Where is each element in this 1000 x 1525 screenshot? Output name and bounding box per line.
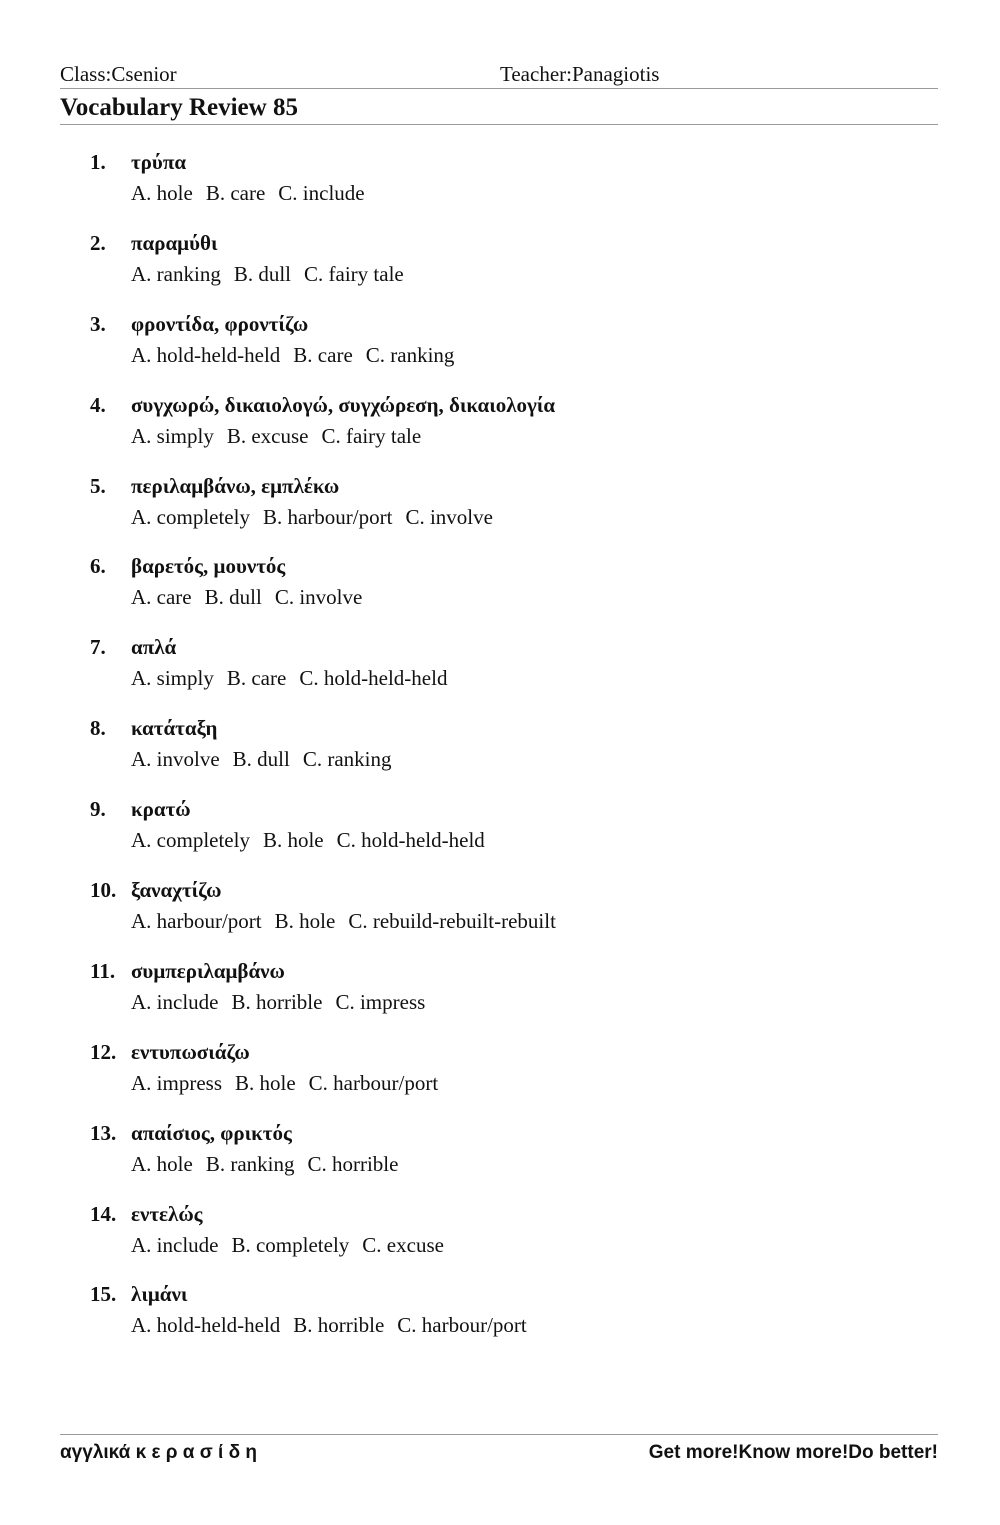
question-word: περιλαμβάνω, εμπλέκω [131, 473, 340, 498]
answer-option[interactable]: A. impress [131, 1070, 222, 1095]
answer-option[interactable]: A. ranking [131, 261, 221, 286]
answer-options [131, 1313, 540, 1338]
question-word: συμπεριλαμβάνω [131, 958, 285, 983]
answer-options [131, 909, 569, 934]
question-item [0, 716, 1000, 797]
answer-option[interactable]: C. hold-held-held [336, 828, 485, 853]
answer-option[interactable]: C. fairy tale [321, 423, 422, 448]
answer-options [131, 262, 417, 287]
answer-option[interactable]: B. dull [233, 261, 292, 286]
question-number: 6. [90, 554, 106, 579]
answer-options [131, 505, 506, 530]
question-number: 5. [90, 473, 106, 498]
answer-option[interactable]: A. care [131, 585, 192, 610]
answer-option[interactable]: B. care [205, 181, 266, 205]
question-item [0, 797, 1000, 878]
answer-option[interactable]: C. fairy tale [304, 261, 404, 286]
answer-option[interactable]: C. horrible [307, 1151, 399, 1176]
answer-option[interactable]: A. include [131, 1232, 219, 1257]
question-item [0, 635, 1000, 716]
footer-divider [60, 1434, 938, 1435]
question-word: εντυπωσιάζω [131, 1039, 250, 1064]
answer-options [131, 585, 375, 610]
question-item [0, 474, 1000, 555]
question-word: βαρετός, μουντός [131, 554, 286, 579]
answer-option[interactable]: C. ranking [302, 747, 392, 772]
answer-option[interactable]: A. hole [131, 1151, 193, 1176]
question-item [0, 1202, 1000, 1283]
answer-option[interactable]: B. dull [204, 585, 262, 610]
answer-option[interactable]: C. rebuild-rebuilt-rebuilt [348, 909, 556, 934]
answer-option[interactable]: B. horrible [293, 1313, 385, 1338]
question-number: 13. [90, 1120, 117, 1145]
answer-option[interactable]: B. excuse [226, 423, 309, 448]
question-number: 3. [90, 311, 106, 336]
answer-options [131, 1233, 457, 1258]
answer-option[interactable]: C. harbour/port [308, 1070, 439, 1095]
answer-option[interactable]: A. involve [131, 747, 220, 772]
question-word: κατάταξη [131, 716, 218, 741]
question-word: φροντίδα, φροντίζω [131, 311, 309, 336]
answer-option[interactable]: B. dull [232, 747, 290, 772]
question-item [0, 1282, 1000, 1363]
question-item [0, 1040, 1000, 1121]
answer-options [131, 666, 460, 691]
question-number: 11. [90, 958, 116, 983]
question-item [0, 959, 1000, 1040]
answer-option[interactable]: A. simply [131, 666, 214, 691]
question-word: συγχωρώ, δικαιολογώ, συγχώρεση, δικαιολογία [131, 392, 556, 417]
question-word: απλά [131, 635, 177, 660]
question-item [0, 312, 1000, 393]
question-item [0, 1121, 1000, 1202]
answer-option[interactable]: B. care [293, 342, 353, 367]
question-word: τρύπα [131, 150, 187, 174]
question-word: κρατώ [131, 797, 191, 822]
question-item [0, 554, 1000, 635]
teacher-label: Teacher:Panagiotis [500, 62, 660, 86]
answer-option[interactable]: C. hold-held-held [299, 666, 448, 691]
question-word: λιμάνι [131, 1282, 188, 1307]
question-number: 8. [90, 716, 106, 741]
answer-option[interactable]: A. completely [131, 504, 250, 529]
answer-option[interactable]: B. hole [274, 909, 336, 934]
answer-options [131, 181, 378, 206]
answer-options [131, 828, 498, 853]
question-number: 4. [90, 392, 106, 417]
footer-slogan: Get more!Know more!Do better! [648, 1442, 938, 1463]
question-item [0, 231, 1000, 312]
answer-option[interactable]: C. involve [405, 504, 493, 529]
answer-option[interactable]: A. completely [131, 828, 250, 853]
answer-option[interactable]: B. care [226, 666, 287, 691]
question-number: 15. [90, 1282, 117, 1307]
question-word: απαίσιος, φρικτός [131, 1120, 292, 1145]
answer-option[interactable]: C. harbour/port [397, 1313, 527, 1338]
question-number: 2. [90, 230, 106, 255]
answer-option[interactable]: B. harbour/port [262, 504, 393, 529]
question-number: 1. [90, 150, 106, 174]
answer-option[interactable]: A. include [131, 989, 219, 1014]
answer-option[interactable]: B. completely [231, 1232, 350, 1257]
answer-option[interactable]: B. hole [235, 1070, 296, 1095]
question-list [0, 150, 1000, 1363]
answer-options [131, 990, 438, 1015]
answer-option[interactable]: C. impress [335, 989, 426, 1014]
answer-option[interactable]: C. ranking [365, 342, 455, 367]
question-item [0, 393, 1000, 474]
page-title: Vocabulary Review 85 [60, 94, 938, 125]
question-word: παραμύθι [131, 230, 218, 255]
answer-options [131, 1152, 411, 1177]
answer-option[interactable]: B. hole [262, 828, 324, 853]
answer-options [131, 1071, 451, 1096]
answer-option[interactable]: A. simply [131, 423, 214, 448]
answer-option[interactable]: A. harbour/port [131, 909, 262, 934]
question-number: 12. [90, 1039, 117, 1064]
question-item [0, 878, 1000, 959]
header-row [60, 62, 938, 89]
answer-option[interactable]: C. involve [274, 585, 363, 610]
answer-option[interactable]: A. hole [131, 181, 193, 205]
class-label: Class:Csenior [60, 62, 177, 86]
question-number: 9. [90, 797, 106, 822]
footer-brand: αγγλικά κ ε ρ α σ ί δ η [60, 1442, 257, 1463]
question-number: 7. [90, 635, 106, 660]
question-word: εντελώς [131, 1201, 203, 1226]
answer-option[interactable]: A. hold-held-held [131, 342, 281, 367]
question-number: 14. [90, 1201, 117, 1226]
question-word: ξαναχτίζω [131, 878, 222, 903]
answer-option[interactable]: B. ranking [205, 1151, 295, 1176]
question-item [0, 150, 1000, 231]
answer-options [131, 424, 434, 449]
answer-option[interactable]: A. hold-held-held [131, 1313, 281, 1338]
answer-option[interactable]: C. excuse [362, 1232, 444, 1257]
answer-options [131, 343, 467, 368]
question-number: 10. [90, 878, 117, 903]
answer-option[interactable]: C. include [278, 181, 365, 205]
answer-options [131, 747, 405, 772]
answer-option[interactable]: B. horrible [231, 989, 323, 1014]
